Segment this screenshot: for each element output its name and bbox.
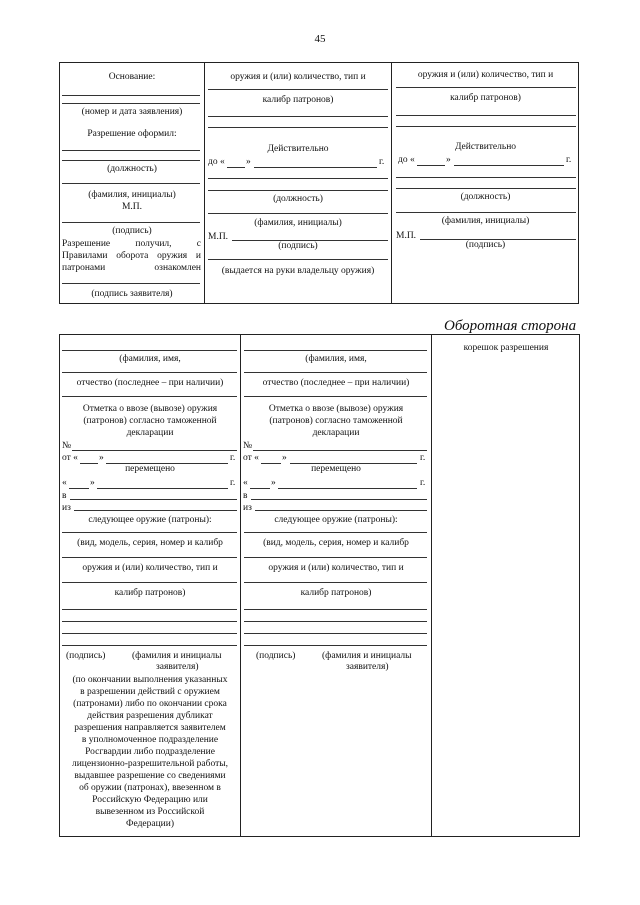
iz-label: из <box>62 503 71 513</box>
dolzhnost-line <box>208 190 388 191</box>
oznakomlen-line-2: Правилами оборота оружия и <box>62 251 201 261</box>
podpis-line <box>62 222 200 223</box>
otchestvo-line <box>244 372 427 373</box>
footer-line-3: (патронами) либо по окончании срока <box>73 699 227 709</box>
do-prefix: до « <box>398 155 415 165</box>
vydaetsya-line <box>208 259 388 260</box>
do-mid: » <box>446 155 451 165</box>
razreshenie-oformil-label: Разрешение оформил: <box>87 129 177 139</box>
kalibr-line-2 <box>62 621 237 622</box>
otmetka-line-1: Отметка о ввозе (вывозе) оружия <box>268 404 404 414</box>
zayav-caption: заявителя) <box>156 662 199 672</box>
oznakomlen-line-3: патронами ознакомлен <box>62 263 201 273</box>
footer-line-10: об оружии (патронах), ввезенном в <box>79 783 221 793</box>
otmetka-line-1: Отметка о ввозе (вывозе) оружия <box>82 404 218 414</box>
kalibr-line-1 <box>62 609 237 610</box>
podpis-caption: (подпись) <box>278 241 318 251</box>
nomer-data-caption: (номер и дата заявления) <box>81 107 183 117</box>
nomer-line <box>253 450 427 451</box>
vid-line <box>62 557 237 558</box>
do-month-line <box>254 167 377 168</box>
oformil-line <box>62 150 200 151</box>
oruzhie-line <box>208 89 388 90</box>
fi-line <box>62 350 237 351</box>
kalibr-line-1 <box>244 609 427 610</box>
peremeshcheno-label: перемещено <box>125 464 175 474</box>
podpis-caption: (подпись) <box>112 226 152 236</box>
sleduyushchee-line <box>62 532 237 533</box>
ot-prefix: от « <box>243 453 259 463</box>
v-label: в <box>62 491 67 501</box>
podpis-caption: (подпись) <box>66 651 106 661</box>
oruzhie-caption: оружия и (или) количество, тип и <box>82 563 218 573</box>
fio-line <box>62 183 200 184</box>
zayav-caption: заявителя) <box>346 662 389 672</box>
dolzhnost-caption: (должность) <box>460 192 511 202</box>
q-open: « <box>243 478 248 488</box>
osnovanie-label: Основание: <box>108 72 156 82</box>
oruzhie-line <box>244 582 427 583</box>
dolzhnost-line-top <box>396 177 576 178</box>
osnovanie-line <box>62 95 200 96</box>
kalibr-caption: калибр патронов) <box>262 95 334 105</box>
dolzhnost-line <box>396 188 576 189</box>
iz-line <box>74 510 237 511</box>
osnovanie-line-2 <box>62 103 200 104</box>
fio-zayav-caption: (фамилия и инициалы <box>322 651 412 661</box>
kalibr-caption: калибр патронов) <box>300 588 372 598</box>
back-heading: Оборотная сторона <box>444 318 577 334</box>
dolzhnost-caption: (должность) <box>107 164 157 174</box>
podpis-zayavitelya-caption: (подпись заявителя) <box>91 289 173 299</box>
v-label: в <box>243 491 248 501</box>
fi-line <box>244 350 427 351</box>
do-prefix: до « <box>208 157 225 167</box>
ot-year: г. <box>230 453 236 463</box>
fi-caption: (фамилия, имя, <box>119 354 181 364</box>
footer-line-8: лицензионно-разрешительной работы, <box>71 759 229 769</box>
ot-mid: » <box>282 453 287 463</box>
fio-line <box>396 212 576 213</box>
kalibr-line-2 <box>208 127 388 128</box>
iz-line <box>255 510 427 511</box>
footer-line-1: (по окончании выполнения указанных <box>72 675 228 685</box>
vid-caption: (вид, модель, серия, номер и калибр <box>77 538 223 548</box>
footer-line-5: разрешения направляется заявителем <box>74 723 226 733</box>
nomer-line <box>72 450 237 451</box>
oruzhie-caption: оружия и (или) количество, тип и <box>417 70 554 80</box>
ot-mid: » <box>99 453 104 463</box>
date2-day-line <box>250 488 270 489</box>
footer-line-11: Российскую Федерацию или <box>92 795 208 805</box>
otchestvo-caption: отчество (последнее – при наличии) <box>76 378 224 388</box>
otmetka-line-2: (патронов) согласно таможенной <box>83 416 217 426</box>
oruzhie-caption: оружия и (или) количество, тип и <box>268 563 404 573</box>
date2-month-line <box>97 488 228 489</box>
dolzhnost-caption: (должность) <box>273 194 323 204</box>
footer-line-12: вывезенном из Российской <box>95 807 205 817</box>
ot-year: г. <box>420 453 426 463</box>
sleduyushchee-label: следующее оружие (патроны): <box>88 515 212 525</box>
otchestvo-line <box>62 372 237 373</box>
footer-line-6: в уполномоченное подразделение <box>81 735 219 745</box>
otchestvo-line-2 <box>244 396 427 397</box>
oruzhie-line <box>396 87 576 88</box>
kalibr-line <box>208 116 388 117</box>
nomer-label: № <box>243 441 253 451</box>
oruzhie-line <box>62 582 237 583</box>
footer-line-4: действия разрешения дубликат <box>87 711 213 721</box>
kalibr-line-2 <box>244 621 427 622</box>
fi-caption: (фамилия, имя, <box>305 354 367 364</box>
footer-line-13: Федерации) <box>125 819 175 829</box>
podpis-caption: (подпись) <box>465 240 506 250</box>
kalibr-line <box>396 115 576 116</box>
fio-zayav-caption: (фамилия и инициалы <box>132 651 222 661</box>
vid-caption: (вид, модель, серия, номер и калибр <box>263 538 409 548</box>
kalibr-line-4 <box>244 645 427 646</box>
dolzhnost-line <box>62 160 200 161</box>
deystvitelno-label: Действительно <box>267 144 329 154</box>
fio-caption: (фамилия, инициалы) <box>441 216 530 226</box>
back-col-divider-2 <box>431 334 432 837</box>
footer-line-9: выдавшее разрешение со сведениями <box>74 771 226 781</box>
sleduyushchee-line <box>244 532 427 533</box>
kalibr-line-3 <box>62 633 237 634</box>
mp-label: М.П. <box>121 202 143 212</box>
iz-label: из <box>243 503 252 513</box>
otchestvo-line-2 <box>62 396 237 397</box>
oznakomlen-line-1: Разрешение получил, с <box>62 239 201 249</box>
footer-line-7: Росгвардии либо подразделение <box>85 747 215 757</box>
q-close: » <box>271 478 276 488</box>
date2-month-line <box>278 488 417 489</box>
v-line <box>70 499 237 500</box>
deystvitelno-label: Действительно <box>454 142 517 152</box>
do-day-line <box>417 165 445 166</box>
podpis-zayavitelya-line <box>62 283 200 284</box>
koreshok-label: корешок разрешения <box>463 343 549 353</box>
q-close: » <box>90 478 95 488</box>
date2-year: г. <box>420 478 426 488</box>
q-open: « <box>62 478 67 488</box>
kalibr-caption: калибр патронов) <box>450 93 521 103</box>
otmetka-line-3: декларации <box>312 428 360 438</box>
otmetka-line-2: (патронов) согласно таможенной <box>269 416 403 426</box>
dolzhnost-line-top <box>208 178 388 179</box>
v-line <box>251 499 427 500</box>
oruzhie-caption: оружия и (или) количество, тип и <box>230 72 366 82</box>
do-year: г. <box>566 155 572 165</box>
podpis-caption: (подпись) <box>256 651 296 661</box>
fio-caption: (фамилия, инициалы) <box>254 218 342 228</box>
kalibr-caption: калибр патронов) <box>114 588 186 598</box>
date2-year: г. <box>230 478 236 488</box>
do-mid: » <box>246 157 251 167</box>
fio-caption: (фамилия, инициалы) <box>88 190 176 200</box>
kalibr-line-2 <box>396 126 576 127</box>
date2-day-line <box>69 488 89 489</box>
otmetka-line-3: декларации <box>126 428 174 438</box>
page-number: 45 <box>314 33 326 45</box>
kalibr-line-3 <box>244 633 427 634</box>
otchestvo-caption: отчество (последнее – при наличии) <box>262 378 410 388</box>
vid-line <box>244 557 427 558</box>
peremeshcheno-label: перемещено <box>311 464 361 474</box>
do-year: г. <box>379 157 385 167</box>
mp-label: М.П. <box>396 231 417 241</box>
sleduyushchee-label: следующее оружие (патроны): <box>274 515 398 525</box>
fio-line <box>208 213 388 214</box>
kalibr-line-4 <box>62 645 237 646</box>
ot-prefix: от « <box>62 453 78 463</box>
vydaetsya-caption: (выдается на руки владельцу оружия) <box>221 266 375 276</box>
mp-label: М.П. <box>208 232 229 242</box>
do-month-line <box>454 165 564 166</box>
do-day-line <box>227 167 245 168</box>
footer-line-2: в разрешении действий с оружием <box>80 687 220 697</box>
nomer-label: № <box>62 441 72 451</box>
